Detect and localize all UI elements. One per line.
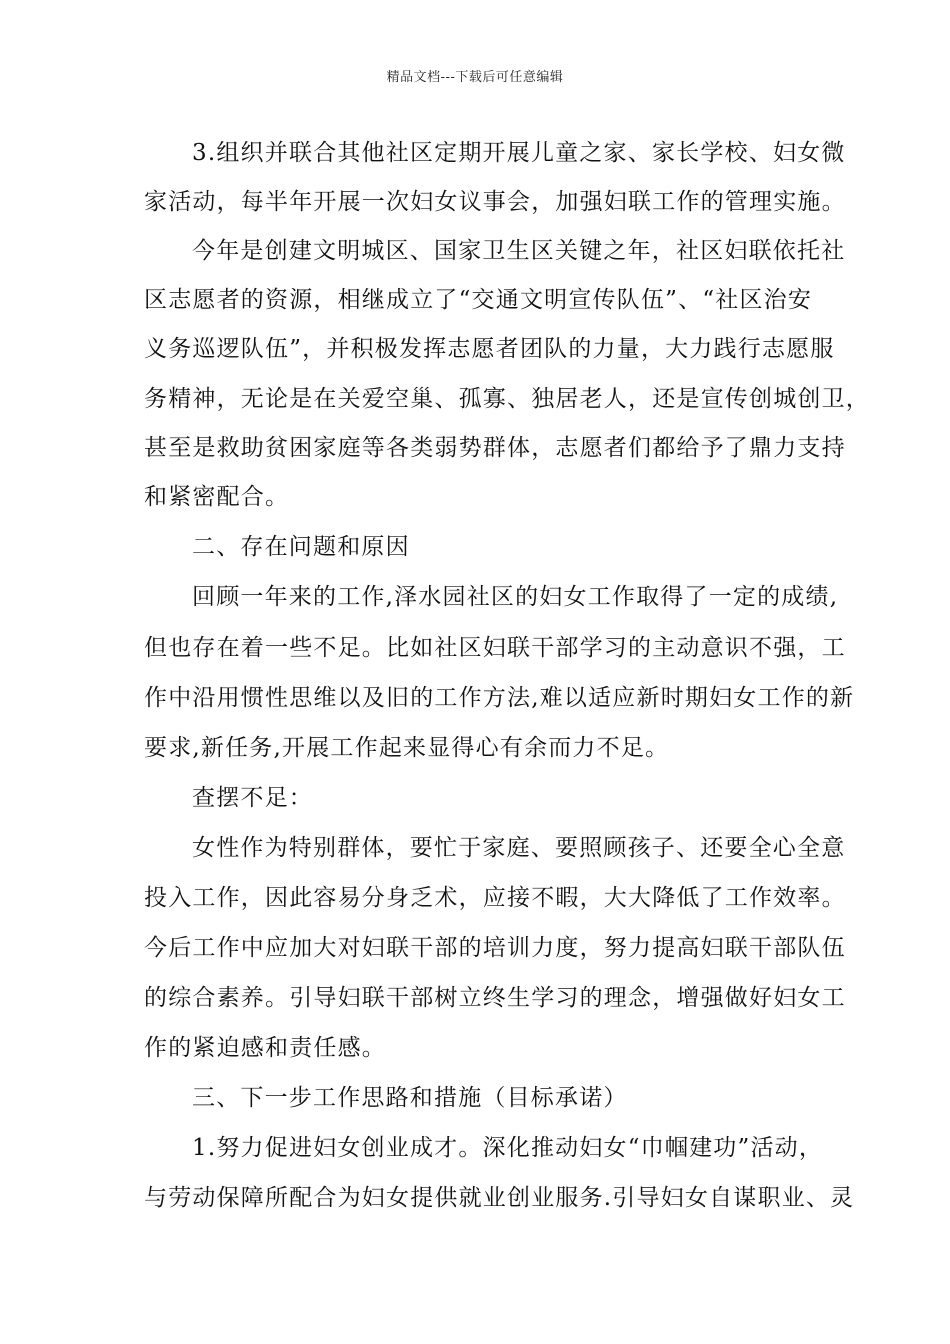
paragraph-line: 作的紧迫感和责任感。 xyxy=(144,1035,386,1061)
subsection-heading: 查摆不足： xyxy=(192,785,313,811)
page-header: 精品文档---下载后可任意编辑 xyxy=(386,70,564,85)
paragraph-line: 但也存在着一些不足。比如社区妇联干部学习的主动意识不强，工 xyxy=(144,635,846,661)
paragraph-line: 3.组织并联合其他社区定期开展儿童之家、家长学校、妇女微 xyxy=(192,140,846,166)
paragraph-line: 女性作为特别群体，要忙于家庭、要照顾孩子、还要全心全意 xyxy=(192,835,846,861)
paragraph-line: 区志愿者的资源，相继成立了“交通文明宣传队伍”、“社区治安 xyxy=(144,287,813,313)
paragraph-line: 要求,新任务,开展工作起来显得心有余而力不足。 xyxy=(144,735,670,761)
paragraph-line: 今年是创建文明城区、国家卫生区关键之年，社区妇联依托社 xyxy=(192,238,846,264)
paragraph-line: 投入工作，因此容易分身乏术，应接不暇，大大降低了工作效率。 xyxy=(144,885,846,911)
paragraph-line: 和紧密配合。 xyxy=(144,484,290,510)
paragraph-line: 务精神，无论是在关爱空巢、孤寡、独居老人，还是宣传创城创卫， xyxy=(144,386,870,412)
paragraph-line: 的综合素养。引导妇联干部树立终生学习的理念，增强做好妇女工 xyxy=(144,985,846,1011)
paragraph-line: 回顾一年来的工作,泽水园社区的妇女工作取得了一定的成绩, xyxy=(192,584,839,610)
paragraph-line: 作中沿用惯性思维以及旧的工作方法,难以适应新时期妇女工作的新 xyxy=(144,685,855,711)
section-heading: 二、存在问题和原因 xyxy=(192,534,410,560)
paragraph-line: 甚至是救助贫困家庭等各类弱势群体，志愿者们都给予了鼎力支持 xyxy=(144,435,846,461)
paragraph-line: 义务巡逻队伍”，并积极发挥志愿者团队的力量，大力践行志愿服 xyxy=(144,336,835,362)
section-heading: 三、下一步工作思路和措施（目标承诺） xyxy=(192,1085,628,1111)
paragraph-line: 今后工作中应加大对妇联干部的培训力度，努力提高妇联干部队伍 xyxy=(144,935,846,961)
paragraph-line: 与劳动保障所配合为妇女提供就业创业服务.引导妇女自谋职业、灵 xyxy=(144,1185,855,1211)
paragraph-line: 1.努力促进妇女创业成才。深化推动妇女“巾帼建功”活动， xyxy=(192,1135,824,1161)
paragraph-line: 家活动，每半年开展一次妇女议事会，加强妇联工作的管理实施。 xyxy=(144,189,846,215)
